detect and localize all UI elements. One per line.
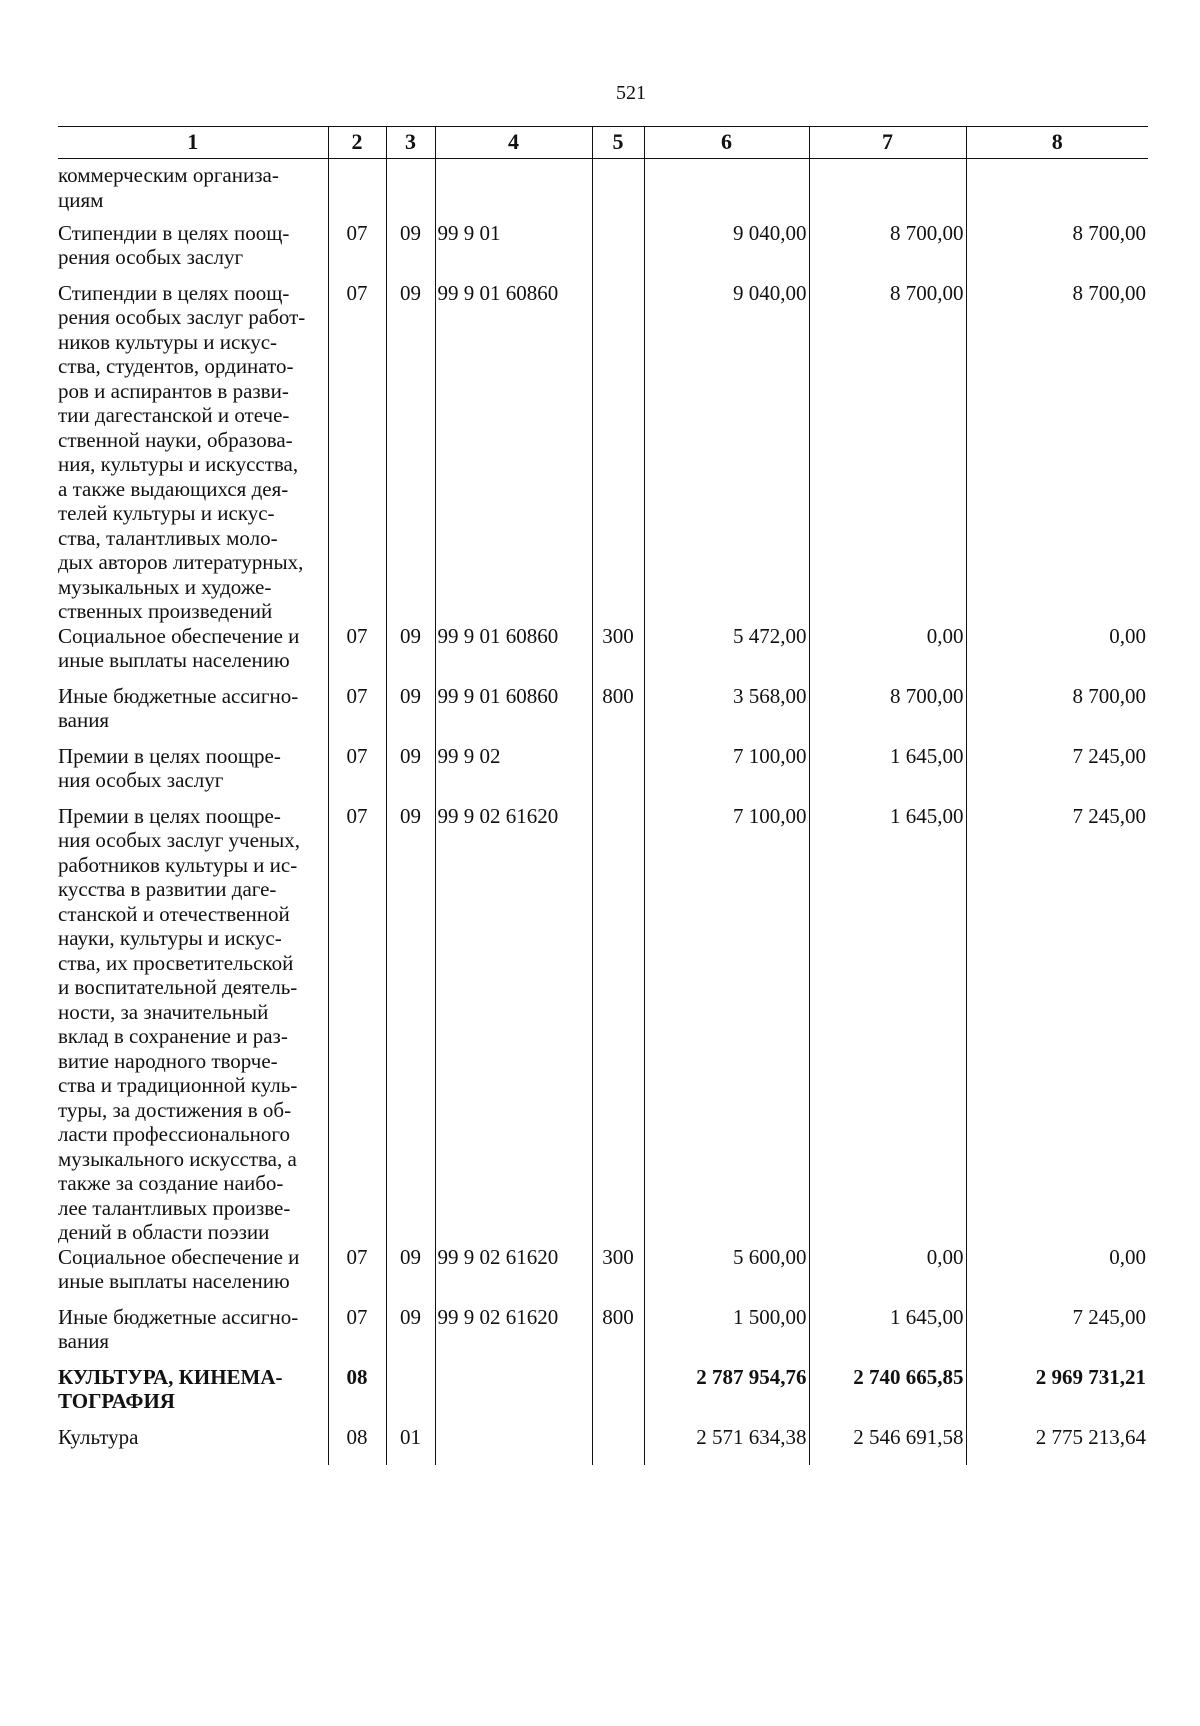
table-body bbox=[58, 159, 1148, 1465]
section-code-cell: 07 bbox=[328, 684, 386, 744]
amount-col6-cell: 9 040,00 bbox=[644, 281, 809, 624]
table-row bbox=[58, 1245, 1148, 1305]
expense-type-cell bbox=[592, 159, 644, 221]
amount-col6-cell: 7 100,00 bbox=[644, 804, 809, 1245]
subsection-code-cell bbox=[386, 1365, 435, 1425]
subsection-code-cell: 09 bbox=[386, 1305, 435, 1365]
row-name-cell: Иные бюджетные ассигно- вания bbox=[58, 1304, 299, 1353]
column-header-8: 8 bbox=[966, 127, 1148, 159]
table-header-row bbox=[58, 127, 1148, 159]
target-article-cell: 99 9 01 60860 bbox=[435, 684, 592, 744]
target-article-cell: 99 9 01 60860 bbox=[435, 281, 592, 624]
subsection-code-cell bbox=[386, 159, 435, 221]
target-article-cell bbox=[435, 1365, 592, 1425]
target-article-cell: 99 9 02 61620 bbox=[435, 1245, 592, 1305]
section-code-cell: 07 bbox=[328, 221, 386, 281]
target-article-cell: 99 9 01 60860 bbox=[435, 624, 592, 684]
target-article-cell: 99 9 01 bbox=[435, 221, 592, 281]
section-code-cell: 07 bbox=[328, 804, 386, 1245]
target-article-cell bbox=[435, 1425, 592, 1465]
row-name-cell: Премии в целях поощре- ния особых заслуг bbox=[58, 743, 281, 792]
section-code-cell: 08 bbox=[328, 1365, 386, 1425]
expense-type-cell bbox=[592, 744, 644, 804]
expense-type-cell: 800 bbox=[592, 1305, 644, 1365]
expense-type-cell: 800 bbox=[592, 684, 644, 744]
amount-col8-cell: 7 245,00 bbox=[966, 804, 1148, 1245]
amount-col8-cell: 2 775 213,64 bbox=[966, 1425, 1148, 1465]
column-header-3: 3 bbox=[386, 127, 435, 159]
amount-col8-cell: 7 245,00 bbox=[966, 744, 1148, 804]
amount-col6-cell: 3 568,00 bbox=[644, 684, 809, 744]
row-name-cell: Иные бюджетные ассигно- вания bbox=[58, 683, 299, 732]
amount-col6-cell: 7 100,00 bbox=[644, 744, 809, 804]
column-header-1: 1 bbox=[58, 127, 328, 159]
subsection-code-cell: 09 bbox=[386, 281, 435, 624]
expense-type-cell bbox=[592, 281, 644, 624]
amount-col8-cell: 2 969 731,21 bbox=[966, 1365, 1148, 1425]
table-row bbox=[58, 684, 1148, 744]
amount-col6-cell bbox=[644, 159, 809, 221]
amount-col7-cell: 0,00 bbox=[809, 624, 966, 684]
column-header-7: 7 bbox=[809, 127, 966, 159]
row-name-cell: Премии в целях поощре- ния особых заслуг ученых, работников культуры и ис- кусства в развитии даге- станской и отечественной науки, культуры и искус- ства, их просветительской и воспитательной деятель- ности, за значительный вклад в сохранение и раз- витие народного творче- ства и традиционной куль- туры, за достижения в об- ласти профессионального музыкального искусства, а также за создание наибо- лее талантливых произве- дений в области поэзии bbox=[58, 803, 301, 1244]
row-name-cell: Стипендии в целях поощ- рения особых заслуг bbox=[58, 220, 290, 269]
amount-col6-cell: 1 500,00 bbox=[644, 1305, 809, 1365]
row-name-cell: Культура bbox=[58, 1424, 139, 1449]
section-code-cell: 07 bbox=[328, 744, 386, 804]
section-code-cell: 07 bbox=[328, 281, 386, 624]
expense-type-cell bbox=[592, 221, 644, 281]
section-code-cell bbox=[328, 159, 386, 221]
row-name-cell: коммерческим организа- циям bbox=[58, 163, 279, 212]
column-header-5: 5 bbox=[592, 127, 644, 159]
amount-col8-cell: 8 700,00 bbox=[966, 221, 1148, 281]
table-row bbox=[58, 159, 1148, 221]
subsection-code-cell: 09 bbox=[386, 744, 435, 804]
table-row bbox=[58, 221, 1148, 281]
subsection-code-cell: 01 bbox=[386, 1425, 435, 1465]
target-article-cell: 99 9 02 61620 bbox=[435, 804, 592, 1245]
amount-col7-cell: 2 740 665,85 bbox=[809, 1365, 966, 1425]
amount-col8-cell: 0,00 bbox=[966, 624, 1148, 684]
amount-col7-cell: 8 700,00 bbox=[809, 281, 966, 624]
table-row bbox=[58, 624, 1148, 684]
expense-type-cell: 300 bbox=[592, 1245, 644, 1305]
page-number: 521 bbox=[616, 82, 646, 104]
amount-col6-cell: 9 040,00 bbox=[644, 221, 809, 281]
target-article-cell: 99 9 02 61620 bbox=[435, 1305, 592, 1365]
budget-table bbox=[58, 126, 1148, 1465]
column-header-2: 2 bbox=[328, 127, 386, 159]
expense-type-cell bbox=[592, 1425, 644, 1465]
amount-col8-cell: 7 245,00 bbox=[966, 1305, 1148, 1365]
expense-type-cell bbox=[592, 804, 644, 1245]
amount-col7-cell: 1 645,00 bbox=[809, 744, 966, 804]
table-row bbox=[58, 1365, 1148, 1425]
expense-type-cell bbox=[592, 1365, 644, 1425]
amount-col8-cell: 8 700,00 bbox=[966, 684, 1148, 744]
row-name-cell: Социальное обеспечение и иные выплаты населению bbox=[58, 1244, 300, 1293]
amount-col8-cell bbox=[966, 159, 1148, 221]
subsection-code-cell: 09 bbox=[386, 804, 435, 1245]
subsection-code-cell: 09 bbox=[386, 1245, 435, 1305]
target-article-cell bbox=[435, 159, 592, 221]
table-row bbox=[58, 1425, 1148, 1465]
amount-col8-cell: 0,00 bbox=[966, 1245, 1148, 1305]
amount-col7-cell: 1 645,00 bbox=[809, 1305, 966, 1365]
amount-col6-cell: 2 571 634,38 bbox=[644, 1425, 809, 1465]
amount-col7-cell: 2 546 691,58 bbox=[809, 1425, 966, 1465]
subsection-code-cell: 09 bbox=[386, 624, 435, 684]
section-code-cell: 07 bbox=[328, 1245, 386, 1305]
row-name-cell: Социальное обеспечение и иные выплаты населению bbox=[58, 623, 300, 672]
section-code-cell: 08 bbox=[328, 1425, 386, 1465]
amount-col6-cell: 5 600,00 bbox=[644, 1245, 809, 1305]
expense-type-cell: 300 bbox=[592, 624, 644, 684]
amount-col7-cell: 8 700,00 bbox=[809, 684, 966, 744]
column-header-6: 6 bbox=[644, 127, 809, 159]
table-row bbox=[58, 281, 1148, 624]
target-article-cell: 99 9 02 bbox=[435, 744, 592, 804]
subsection-code-cell: 09 bbox=[386, 221, 435, 281]
subsection-code-cell: 09 bbox=[386, 684, 435, 744]
table-row bbox=[58, 744, 1148, 804]
amount-col7-cell: 1 645,00 bbox=[809, 804, 966, 1245]
section-code-cell: 07 bbox=[328, 1305, 386, 1365]
amount-col6-cell: 5 472,00 bbox=[644, 624, 809, 684]
row-name-cell: Стипендии в целях поощ- рения особых заслуг работ- ников культуры и искус- ства, студентов, ординато- ров и аспирантов в разви- тии дагестанской и отече- ственной науки, образова- ния, культуры и искусства, а также выдающихся дея- телей культуры и искус- ства, талантливых моло- дых авторов литературных, музыкальных и художе- ственных произведений bbox=[58, 280, 306, 623]
table-row bbox=[58, 804, 1148, 1245]
table-row bbox=[58, 1305, 1148, 1365]
amount-col7-cell: 0,00 bbox=[809, 1245, 966, 1305]
section-code-cell: 07 bbox=[328, 624, 386, 684]
amount-col7-cell bbox=[809, 159, 966, 221]
column-header-4: 4 bbox=[435, 127, 592, 159]
amount-col8-cell: 8 700,00 bbox=[966, 281, 1148, 624]
amount-col7-cell: 8 700,00 bbox=[809, 221, 966, 281]
row-name-cell: КУЛЬТУРА, КИНЕМА- ТОГРАФИЯ bbox=[58, 1364, 283, 1413]
amount-col6-cell: 2 787 954,76 bbox=[644, 1365, 809, 1425]
